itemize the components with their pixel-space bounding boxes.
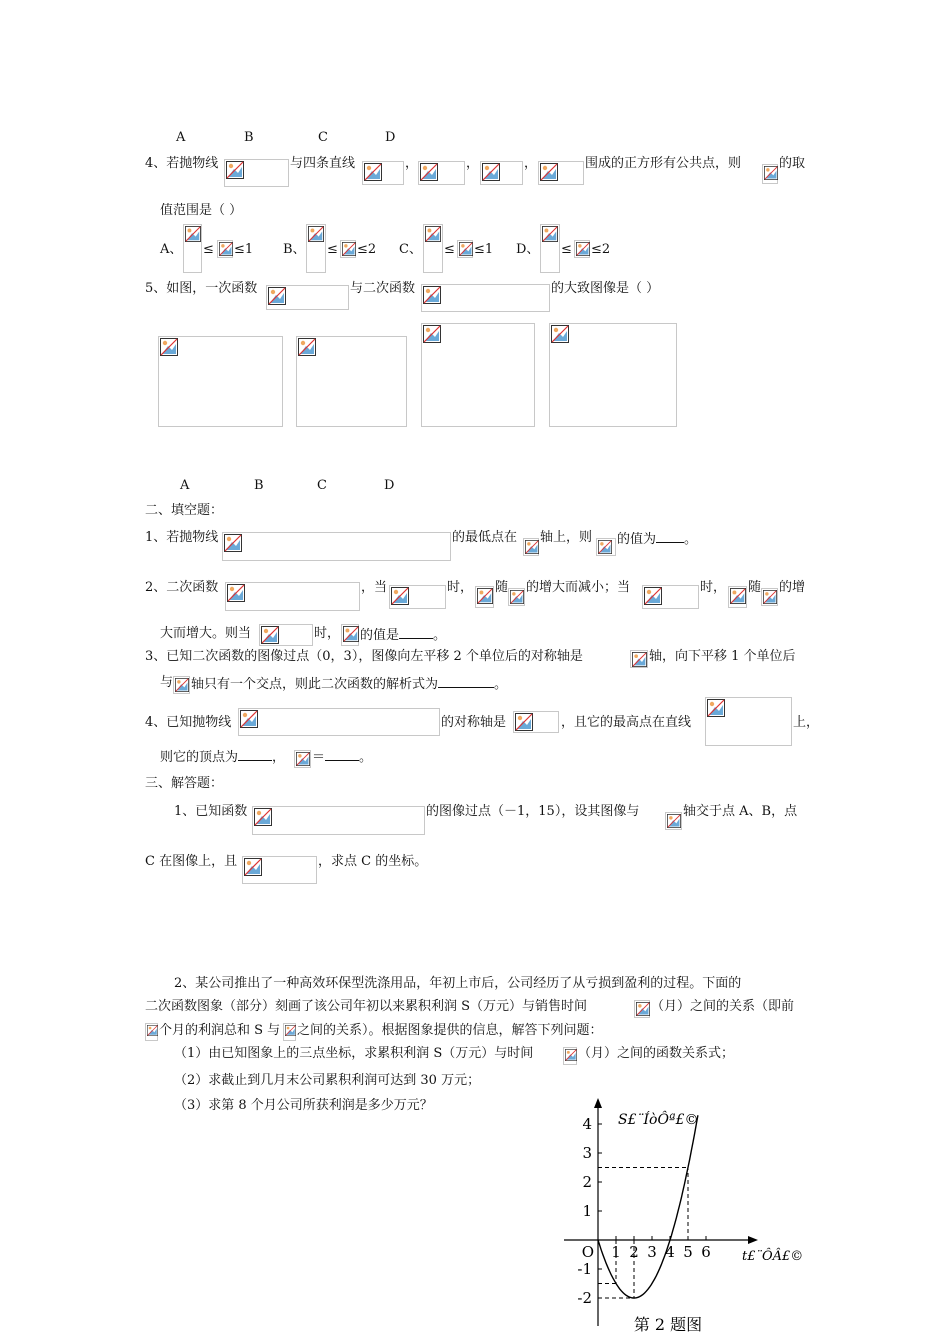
broken-image-icon (425, 226, 441, 242)
q4-le2: ≤2 (357, 242, 377, 257)
q4-comma: ， (405, 156, 419, 171)
broken-image-icon (423, 286, 441, 304)
formula-image (341, 624, 359, 646)
formula-image (340, 240, 356, 258)
formula-image (294, 750, 311, 768)
x-axis-arrow (748, 1236, 758, 1244)
q4-text-3: 围成的正方形有公共点，则 (585, 156, 742, 171)
q4-le: ≤ (561, 242, 572, 257)
q4-option-a-label: A、 (160, 242, 183, 257)
broken-image-icon (482, 163, 500, 181)
broken-image-icon (308, 226, 324, 242)
formula-image (217, 240, 233, 258)
q4-le1: ≤1 (474, 242, 494, 257)
formula-image (761, 588, 778, 606)
broken-image-icon (540, 163, 558, 181)
formula-image (283, 1023, 296, 1041)
broken-image-icon (224, 534, 242, 552)
q4-text-4: 的取 (779, 156, 806, 171)
section-2-title: 二、填空题： (145, 503, 224, 518)
formula-image (306, 224, 326, 273)
formula-image (259, 624, 313, 646)
f2-text-7: 随 (748, 580, 762, 595)
broken-image-icon (525, 540, 539, 554)
formula-image (389, 585, 446, 609)
broken-image-icon (244, 858, 262, 876)
s2-q1a: （1）由已知图象上的三点坐标，求累积利润 S（万元）与时间 (174, 1046, 534, 1061)
choice-label-b: B (254, 478, 264, 493)
x-tick-label: 1 (611, 1243, 621, 1261)
formula-image (665, 812, 682, 830)
s2-line-3a: 个月的利润总和 S 与 (159, 1023, 281, 1038)
formula-image (242, 856, 317, 884)
formula-image (475, 586, 494, 608)
chart-title: 第 2 题图 (633, 1315, 703, 1334)
formula-image (418, 161, 465, 185)
q4-text-2: 与四条直线 (290, 156, 356, 171)
formula-image (183, 224, 202, 273)
broken-image-icon (268, 287, 286, 305)
x-tick-label: 2 (629, 1243, 639, 1261)
f3-text-1: 3、已知二次函数的图像过点（0，3），图像向左平移 2 个单位后的对称轴是 (145, 649, 583, 664)
formula-image (540, 224, 560, 273)
broken-image-icon (364, 163, 382, 181)
choice-label-a: A (176, 130, 186, 145)
y-tick-label: -2 (577, 1289, 592, 1307)
choice-label-d: D (384, 478, 395, 493)
broken-image-icon (515, 713, 533, 731)
formula-image (457, 240, 473, 258)
q4-text-5: 值范围是（ ） (160, 203, 243, 218)
formula-image (728, 586, 747, 608)
s1-text-3: 轴交于点 A、B，点 (683, 804, 798, 819)
y-tick-label: 4 (582, 1115, 592, 1133)
series-line-s (598, 1115, 698, 1298)
s1-text-5: ，求点 C 的坐标。 (318, 854, 428, 869)
broken-image-icon (763, 590, 777, 604)
y-tick-label: 1 (582, 1202, 592, 1220)
s1-text-1: 1、已知函数 (174, 804, 248, 819)
formula-image (596, 538, 616, 556)
q4-le1: ≤1 (234, 242, 254, 257)
q4-option-c-label: C、 (399, 242, 422, 257)
s2-line-3b: 之间的关系）。根据图象提供的信息，解答下列问题： (297, 1023, 603, 1038)
formula-image (523, 538, 539, 556)
x-tick-label: 4 (665, 1243, 675, 1261)
f1-text-3: 轴上，则 (540, 530, 593, 545)
formula-image (634, 1000, 650, 1018)
formula-image (480, 161, 523, 185)
f1-text-4: 的值为 。 (617, 532, 698, 547)
formula-image (642, 585, 699, 609)
graph-image-a (158, 336, 283, 427)
f2-text-11: 的值是 。 (360, 628, 447, 643)
s2-line-2a: 二次函数图象（部分）刻画了该公司年初以来累积利润 S（万元）与销售时间 (145, 999, 588, 1014)
broken-image-icon (420, 163, 438, 181)
f2-text-2: ，当 (361, 580, 388, 595)
broken-image-icon (542, 226, 558, 242)
q4-le: ≤ (444, 242, 455, 257)
formula-image (574, 240, 590, 258)
formula-image (222, 532, 451, 561)
broken-image-icon (477, 588, 493, 604)
broken-image-icon (219, 242, 233, 256)
choice-label-c: C (318, 130, 328, 145)
broken-image-icon (226, 161, 244, 179)
broken-image-icon (636, 1002, 650, 1016)
q4-option-d-label: D、 (516, 242, 540, 257)
s2-q2: （2）求截止到几月末公司累积利润可达到 30 万元； (174, 1073, 481, 1088)
f4-text-4: 上， (793, 715, 820, 730)
broken-image-icon (632, 652, 647, 667)
formula-image (266, 285, 349, 310)
q4-comma: ， (466, 156, 480, 171)
broken-image-icon (227, 584, 245, 602)
broken-image-icon (551, 325, 569, 343)
broken-image-icon (644, 587, 662, 605)
broken-image-icon (565, 1049, 577, 1061)
broken-image-icon (391, 587, 409, 605)
f4-text-7: ＝ 。 (312, 750, 373, 765)
broken-image-icon (285, 1025, 296, 1036)
broken-image-icon (576, 242, 590, 256)
s1-text-2: 的图像过点（－1，15），设其图像与 (426, 804, 640, 819)
formula-image (423, 224, 443, 273)
x-tick-label: 3 (647, 1243, 657, 1261)
formula-image (421, 284, 550, 312)
formula-image (563, 1047, 577, 1065)
section-3-title: 三、解答题： (145, 776, 224, 791)
graph-image-d (549, 323, 677, 427)
q4-le: ≤ (203, 242, 214, 257)
q4-le: ≤ (327, 242, 338, 257)
broken-image-icon (667, 814, 681, 828)
q4-comma: ， (524, 156, 538, 171)
broken-image-icon (175, 678, 189, 692)
formula-image (145, 1023, 158, 1041)
y-tick-label: 3 (582, 1144, 592, 1162)
f4-text-5: 则它的顶点为 ， (160, 750, 286, 765)
q5-text-3: 的大致图像是（ ） (551, 281, 660, 296)
broken-image-icon (423, 325, 441, 343)
s2-q1b: （月）之间的函数关系式； (578, 1046, 735, 1061)
f1-text-2: 的最低点在 (452, 530, 518, 545)
formula-image (508, 588, 525, 606)
f4-text-3: ，且它的最高点在直线 (561, 715, 692, 730)
f2-text-4: 随 (495, 580, 509, 595)
formula-image (238, 708, 440, 736)
formula-image (252, 806, 425, 835)
broken-image-icon (147, 1025, 158, 1036)
broken-image-icon (598, 540, 612, 554)
choice-label-b: B (244, 130, 254, 145)
s2-line-2b: （月）之间的关系（即前 (651, 999, 795, 1014)
f3-text-2: 轴，向下平移 1 个单位后 (649, 649, 796, 664)
f2-text-5: 的增大而减小；当 (526, 580, 631, 595)
x-axis-label: t£¨ÔÂ£© (742, 1249, 804, 1264)
broken-image-icon (764, 166, 778, 180)
formula-image (225, 582, 360, 611)
q4-text-1: 4、若抛物线 (145, 156, 219, 171)
broken-image-icon (459, 242, 473, 256)
f2-text-8: 的增 (779, 580, 806, 595)
f2-text-6: 时， (700, 580, 727, 595)
f3-text-4: 轴只有一个交点，则此二次函数的解析式为 。 (191, 677, 508, 692)
broken-image-icon (510, 590, 524, 604)
formula-image (762, 164, 778, 184)
broken-image-icon (730, 588, 746, 604)
broken-image-icon (185, 226, 201, 242)
broken-image-icon (342, 242, 356, 256)
q4-option-b-label: B、 (283, 242, 306, 257)
broken-image-icon (343, 626, 359, 642)
q5-text-1: 5、如图，一次函数 (145, 281, 258, 296)
formula-image (513, 711, 559, 733)
profit-chart (560, 1090, 804, 1338)
y-axis-arrow (594, 1098, 602, 1108)
f2-text-10: 时， (314, 626, 341, 641)
x-tick-label: 6 (701, 1243, 711, 1261)
f3-text-3: 与 (160, 675, 174, 690)
f1-text-1: 1、若抛物线 (145, 530, 219, 545)
s1-text-4: C 在图像上，且 (145, 854, 238, 869)
y-axis-label: S£¨ÍòÔª£© (618, 1112, 699, 1128)
x-tick-label: 5 (683, 1243, 693, 1261)
broken-image-icon (296, 752, 310, 766)
broken-image-icon (298, 338, 316, 356)
f2-text-9: 大而增大。则当 (160, 626, 252, 641)
graph-image-c (421, 323, 535, 427)
f4-text-1: 4、已知抛物线 (145, 715, 232, 730)
broken-image-icon (240, 710, 258, 728)
choice-label-d: D (385, 130, 396, 145)
broken-image-icon (254, 808, 272, 826)
f2-text-3: 时， (447, 580, 474, 595)
formula-image (173, 676, 190, 694)
broken-image-icon (160, 338, 178, 356)
origin-label: O (581, 1243, 594, 1261)
broken-image-icon (261, 626, 279, 644)
formula-image (630, 650, 648, 668)
formula-image (538, 161, 584, 185)
choice-label-c: C (317, 478, 327, 493)
y-tick-label: 2 (582, 1173, 592, 1191)
formula-image (224, 159, 289, 187)
q4-le2: ≤2 (591, 242, 611, 257)
s2-line-1: 2、某公司推出了一种高效环保型洗涤用品，年初上市后，公司经历了从亏损到盈利的过程。下面的 (174, 976, 742, 991)
s2-q3: （3）求第 8 个月公司所获利润是多少万元？ (174, 1098, 433, 1113)
choice-label-a: A (180, 478, 190, 493)
broken-image-icon (707, 699, 725, 717)
graph-image-b (296, 336, 407, 427)
formula-image (705, 697, 792, 746)
q5-text-2: 与二次函数 (350, 281, 416, 296)
f2-text-1: 2、二次函数 (145, 580, 219, 595)
formula-image (362, 161, 404, 185)
y-tick-label: -1 (577, 1260, 592, 1278)
f4-text-2: 的对称轴是 (441, 715, 507, 730)
